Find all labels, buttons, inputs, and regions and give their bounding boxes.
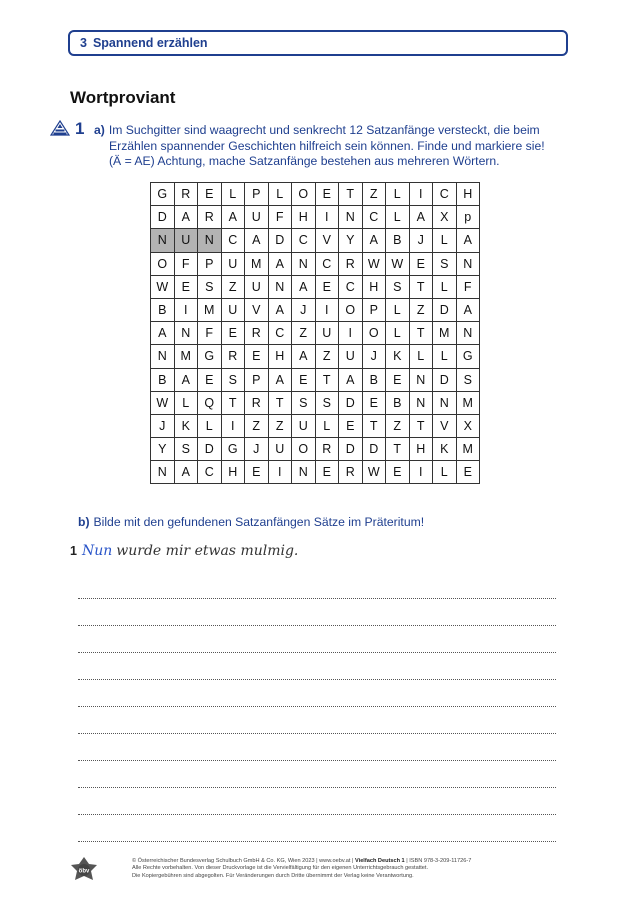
grid-cell[interactable]: P: [362, 298, 386, 321]
word-search-grid: [150, 182, 480, 484]
grid-cell[interactable]: U: [221, 252, 245, 275]
grid-cell[interactable]: U: [268, 438, 292, 461]
grid-cell[interactable]: L: [268, 183, 292, 206]
grid-cell[interactable]: U: [174, 229, 198, 252]
grid-cell[interactable]: R: [198, 206, 222, 229]
grid-cell[interactable]: L: [386, 206, 410, 229]
grid-cell[interactable]: T: [315, 368, 339, 391]
grid-cell[interactable]: A: [268, 368, 292, 391]
grid-cell[interactable]: F: [174, 252, 198, 275]
grid-cell[interactable]: H: [456, 183, 480, 206]
grid-cell[interactable]: V: [315, 229, 339, 252]
grid-cell[interactable]: T: [409, 275, 433, 298]
grid-row: [151, 391, 480, 414]
grid-cell[interactable]: H: [362, 275, 386, 298]
footer-line1-a: © Österreichischer Bundesverlag Schulbuch GmbH & Co. KG, Wien 2023 | www.oebv.at |: [132, 858, 356, 864]
grid-cell[interactable]: E: [339, 414, 363, 437]
grid-cell[interactable]: S: [386, 275, 410, 298]
grid-cell[interactable]: J: [292, 298, 316, 321]
grid-cell[interactable]: T: [409, 414, 433, 437]
grid-cell[interactable]: U: [221, 298, 245, 321]
grid-cell[interactable]: D: [433, 298, 457, 321]
grid-cell[interactable]: V: [433, 414, 457, 437]
grid-cell[interactable]: A: [409, 206, 433, 229]
footer-line1-b: | ISBN 978-3-209-11726-7: [404, 858, 472, 864]
writing-line[interactable]: [78, 707, 556, 734]
logo-text: öbv: [78, 868, 90, 875]
task-instructions: [94, 123, 584, 170]
grid-cell[interactable]: B: [362, 368, 386, 391]
grid-row: [151, 461, 480, 484]
grid-cell[interactable]: G: [221, 438, 245, 461]
grid-cell[interactable]: Q: [198, 391, 222, 414]
grid-cell[interactable]: F: [268, 206, 292, 229]
writing-line[interactable]: [78, 815, 556, 842]
grid-cell[interactable]: A: [245, 229, 269, 252]
grid-cell[interactable]: N: [151, 461, 175, 484]
grid-cell[interactable]: K: [386, 345, 410, 368]
grid-row: [151, 298, 480, 321]
grid-cell[interactable]: N: [456, 252, 480, 275]
grid-cell[interactable]: E: [221, 322, 245, 345]
writing-line[interactable]: [78, 788, 556, 815]
grid-cell[interactable]: S: [174, 438, 198, 461]
grid-cell[interactable]: R: [245, 391, 269, 414]
grid-cell[interactable]: H: [409, 438, 433, 461]
grid-cell[interactable]: A: [456, 229, 480, 252]
footer-line2: Alle Rechte vorbehalten. Von dieser Druckvorlage ist die Vervielfältigung für den eigenen Unterrichtsgebrauch gestattet.: [132, 865, 429, 872]
grid-cell[interactable]: A: [174, 461, 198, 484]
grid-cell[interactable]: L: [386, 298, 410, 321]
grid-cell[interactable]: p: [456, 206, 480, 229]
grid-cell[interactable]: L: [221, 183, 245, 206]
grid-cell[interactable]: D: [433, 368, 457, 391]
grid-cell[interactable]: N: [174, 322, 198, 345]
grid-cell[interactable]: C: [268, 322, 292, 345]
example-rest: wurde mir etwas mulmig.: [116, 543, 299, 559]
grid-cell[interactable]: L: [409, 345, 433, 368]
grid-cell[interactable]: S: [292, 391, 316, 414]
grid-cell[interactable]: M: [174, 345, 198, 368]
grid-cell[interactable]: E: [292, 368, 316, 391]
grid-cell[interactable]: Z: [409, 298, 433, 321]
grid-row: [151, 368, 480, 391]
writing-line[interactable]: [78, 599, 556, 626]
grid-cell[interactable]: L: [315, 414, 339, 437]
grid-cell[interactable]: E: [245, 345, 269, 368]
grid-cell[interactable]: C: [221, 229, 245, 252]
grid-cell[interactable]: C: [292, 229, 316, 252]
grid-cell[interactable]: B: [151, 368, 175, 391]
grid-cell[interactable]: E: [362, 391, 386, 414]
writing-line[interactable]: [78, 734, 556, 761]
grid-cell[interactable]: M: [456, 438, 480, 461]
grid-cell[interactable]: N: [456, 322, 480, 345]
grid-cell[interactable]: R: [245, 322, 269, 345]
grid-cell[interactable]: A: [174, 206, 198, 229]
grid-cell[interactable]: X: [433, 206, 457, 229]
grid-cell[interactable]: Z: [245, 414, 269, 437]
subtask-a-label: a): [94, 123, 105, 137]
grid-row: [151, 275, 480, 298]
grid-cell[interactable]: R: [315, 438, 339, 461]
grid-cell[interactable]: W: [362, 461, 386, 484]
writing-line[interactable]: [78, 680, 556, 707]
grid-cell[interactable]: J: [151, 414, 175, 437]
grid-cell[interactable]: R: [221, 345, 245, 368]
grid-cell[interactable]: N: [198, 229, 222, 252]
grid-cell[interactable]: A: [362, 229, 386, 252]
grid-cell[interactable]: W: [386, 252, 410, 275]
writing-line[interactable]: [78, 653, 556, 680]
chapter-title: Spannend erzählen: [92, 36, 208, 50]
grid-cell[interactable]: L: [198, 414, 222, 437]
grid-cell[interactable]: I: [315, 298, 339, 321]
grid-cell[interactable]: M: [198, 298, 222, 321]
grid-cell[interactable]: R: [339, 252, 363, 275]
grid-cell[interactable]: H: [221, 461, 245, 484]
grid-cell[interactable]: E: [174, 275, 198, 298]
example-number: 1: [70, 544, 77, 558]
grid-cell[interactable]: N: [339, 206, 363, 229]
grid-cell[interactable]: C: [362, 206, 386, 229]
grid-cell[interactable]: I: [409, 183, 433, 206]
grid-cell[interactable]: U: [339, 345, 363, 368]
grid-cell[interactable]: B: [386, 391, 410, 414]
grid-cell[interactable]: C: [339, 275, 363, 298]
grid-cell[interactable]: H: [292, 206, 316, 229]
grid-cell[interactable]: E: [386, 368, 410, 391]
grid-cell[interactable]: A: [339, 368, 363, 391]
footer: [132, 858, 612, 880]
grid-cell[interactable]: P: [198, 252, 222, 275]
grid-cell[interactable]: J: [362, 345, 386, 368]
grid-cell[interactable]: J: [409, 229, 433, 252]
grid-cell[interactable]: C: [198, 461, 222, 484]
grid-cell[interactable]: Z: [386, 414, 410, 437]
grid-cell[interactable]: N: [409, 368, 433, 391]
grid-row: [151, 322, 480, 345]
grid-cell[interactable]: N: [433, 391, 457, 414]
grid-cell[interactable]: S: [456, 368, 480, 391]
grid-cell[interactable]: G: [456, 345, 480, 368]
grid-cell[interactable]: A: [151, 322, 175, 345]
subtask-b-label: b): [78, 515, 90, 529]
instruction-line-3: (Ä = AE) Achtung, mache Satzanfänge bestehen aus mehreren Wörtern.: [109, 154, 500, 168]
grid-cell[interactable]: L: [386, 322, 410, 345]
grid-cell[interactable]: A: [292, 345, 316, 368]
grid-cell[interactable]: D: [339, 391, 363, 414]
grid-cell[interactable]: R: [174, 183, 198, 206]
grid-cell[interactable]: T: [339, 183, 363, 206]
grid-cell[interactable]: B: [151, 298, 175, 321]
grid-cell[interactable]: N: [151, 229, 175, 252]
grid-cell[interactable]: P: [245, 368, 269, 391]
grid-cell[interactable]: W: [151, 391, 175, 414]
subtask-b-text: Bilde mit den gefundenen Satzanfängen Sätze im Präteritum!: [93, 515, 425, 529]
grid-cell[interactable]: S: [315, 391, 339, 414]
grid-cell[interactable]: L: [433, 345, 457, 368]
difficulty-icon: [50, 120, 70, 136]
grid-cell[interactable]: B: [386, 229, 410, 252]
grid-cell[interactable]: F: [198, 322, 222, 345]
grid-cell[interactable]: T: [409, 322, 433, 345]
grid-cell[interactable]: E: [315, 461, 339, 484]
task-number: 1: [75, 119, 85, 138]
grid-cell[interactable]: Y: [339, 229, 363, 252]
grid-cell[interactable]: L: [433, 229, 457, 252]
grid-cell[interactable]: O: [339, 298, 363, 321]
grid-cell[interactable]: M: [433, 322, 457, 345]
grid-cell[interactable]: O: [292, 183, 316, 206]
page-title: Wortproviant: [70, 88, 176, 107]
grid-cell[interactable]: A: [456, 298, 480, 321]
grid-cell[interactable]: I: [268, 461, 292, 484]
grid-cell[interactable]: T: [221, 391, 245, 414]
grid-cell[interactable]: D: [268, 229, 292, 252]
grid-cell[interactable]: E: [315, 183, 339, 206]
grid-row: [151, 206, 480, 229]
grid-cell[interactable]: U: [245, 275, 269, 298]
grid-cell[interactable]: D: [339, 438, 363, 461]
grid-cell[interactable]: S: [198, 275, 222, 298]
grid-cell[interactable]: M: [245, 252, 269, 275]
grid-cell[interactable]: Z: [362, 183, 386, 206]
grid-row: [151, 438, 480, 461]
grid-cell[interactable]: N: [409, 391, 433, 414]
chapter-number: 3: [80, 36, 87, 50]
grid-cell[interactable]: N: [292, 252, 316, 275]
writing-lines: [78, 572, 556, 842]
grid-cell[interactable]: E: [409, 252, 433, 275]
grid-cell[interactable]: L: [386, 183, 410, 206]
grid-cell[interactable]: C: [433, 183, 457, 206]
grid-cell[interactable]: F: [456, 275, 480, 298]
footer-line3: Die Kopiergebühren sind abgegolten. Für Veränderungen durch Dritte übernimmt der Verlag keine Verantwortung.: [132, 872, 414, 879]
grid-cell[interactable]: N: [151, 345, 175, 368]
grid-cell[interactable]: X: [456, 414, 480, 437]
grid-cell[interactable]: E: [386, 461, 410, 484]
example-highlight-word: Nun: [81, 543, 113, 559]
grid-cell[interactable]: A: [292, 275, 316, 298]
grid-cell[interactable]: D: [362, 438, 386, 461]
grid-cell[interactable]: Z: [292, 322, 316, 345]
grid-cell[interactable]: E: [245, 461, 269, 484]
grid-cell[interactable]: P: [245, 183, 269, 206]
grid-cell[interactable]: A: [268, 298, 292, 321]
grid-cell[interactable]: A: [221, 206, 245, 229]
grid-cell[interactable]: Z: [268, 414, 292, 437]
instruction-line-2: Erzählen spannender Geschichten hilfreich sein können. Finde und markiere sie!: [109, 138, 545, 153]
grid-cell[interactable]: I: [409, 461, 433, 484]
grid-cell[interactable]: O: [292, 438, 316, 461]
instruction-line-1: Im Suchgitter sind waagrecht und senkrecht 12 Satzanfänge versteckt, die beim: [108, 123, 540, 137]
chapter-header: [68, 30, 568, 56]
grid-cell[interactable]: A: [268, 252, 292, 275]
grid-cell[interactable]: U: [245, 206, 269, 229]
grid-cell[interactable]: U: [315, 322, 339, 345]
example-sentence: [70, 543, 298, 559]
grid-cell[interactable]: S: [433, 252, 457, 275]
grid-row: [151, 345, 480, 368]
grid-cell[interactable]: T: [386, 438, 410, 461]
grid-cell[interactable]: H: [268, 345, 292, 368]
grid-cell[interactable]: I: [221, 414, 245, 437]
grid-cell[interactable]: T: [268, 391, 292, 414]
grid-cell[interactable]: I: [174, 298, 198, 321]
grid-cell[interactable]: N: [268, 275, 292, 298]
grid-cell[interactable]: U: [292, 414, 316, 437]
subtask-b: [78, 515, 424, 529]
grid-cell[interactable]: N: [292, 461, 316, 484]
grid-cell[interactable]: C: [315, 252, 339, 275]
grid-cell[interactable]: I: [339, 322, 363, 345]
grid-cell[interactable]: O: [362, 322, 386, 345]
grid-cell[interactable]: R: [339, 461, 363, 484]
grid-cell[interactable]: I: [315, 206, 339, 229]
grid-row: [151, 183, 480, 206]
grid-row: [151, 252, 480, 275]
publisher-logo-icon: [70, 856, 98, 884]
grid-cell[interactable]: V: [245, 298, 269, 321]
grid-cell[interactable]: O: [151, 252, 175, 275]
grid-cell[interactable]: D: [198, 438, 222, 461]
grid-cell[interactable]: D: [151, 206, 175, 229]
grid-cell[interactable]: G: [198, 345, 222, 368]
grid-cell[interactable]: Z: [221, 275, 245, 298]
grid-cell[interactable]: E: [315, 275, 339, 298]
grid-cell[interactable]: W: [362, 252, 386, 275]
grid-cell[interactable]: E: [198, 368, 222, 391]
grid-cell[interactable]: L: [433, 275, 457, 298]
grid-row: [151, 229, 480, 252]
grid-cell[interactable]: Y: [151, 438, 175, 461]
grid-cell[interactable]: E: [456, 461, 480, 484]
grid-cell[interactable]: E: [198, 183, 222, 206]
grid-cell[interactable]: W: [151, 275, 175, 298]
grid-cell[interactable]: J: [245, 438, 269, 461]
grid-cell[interactable]: G: [151, 183, 175, 206]
grid-cell[interactable]: L: [433, 461, 457, 484]
grid-row: [151, 414, 480, 437]
grid-cell[interactable]: A: [174, 368, 198, 391]
grid-cell[interactable]: S: [221, 368, 245, 391]
grid-cell[interactable]: K: [174, 414, 198, 437]
grid-cell[interactable]: M: [456, 391, 480, 414]
grid-cell[interactable]: L: [174, 391, 198, 414]
grid-cell[interactable]: K: [433, 438, 457, 461]
grid-cell[interactable]: Z: [315, 345, 339, 368]
grid-cell[interactable]: T: [362, 414, 386, 437]
footer-book-title: Vielfach Deutsch 1: [355, 858, 405, 864]
writing-line[interactable]: [78, 761, 556, 788]
writing-line[interactable]: [78, 572, 556, 599]
writing-line[interactable]: [78, 626, 556, 653]
